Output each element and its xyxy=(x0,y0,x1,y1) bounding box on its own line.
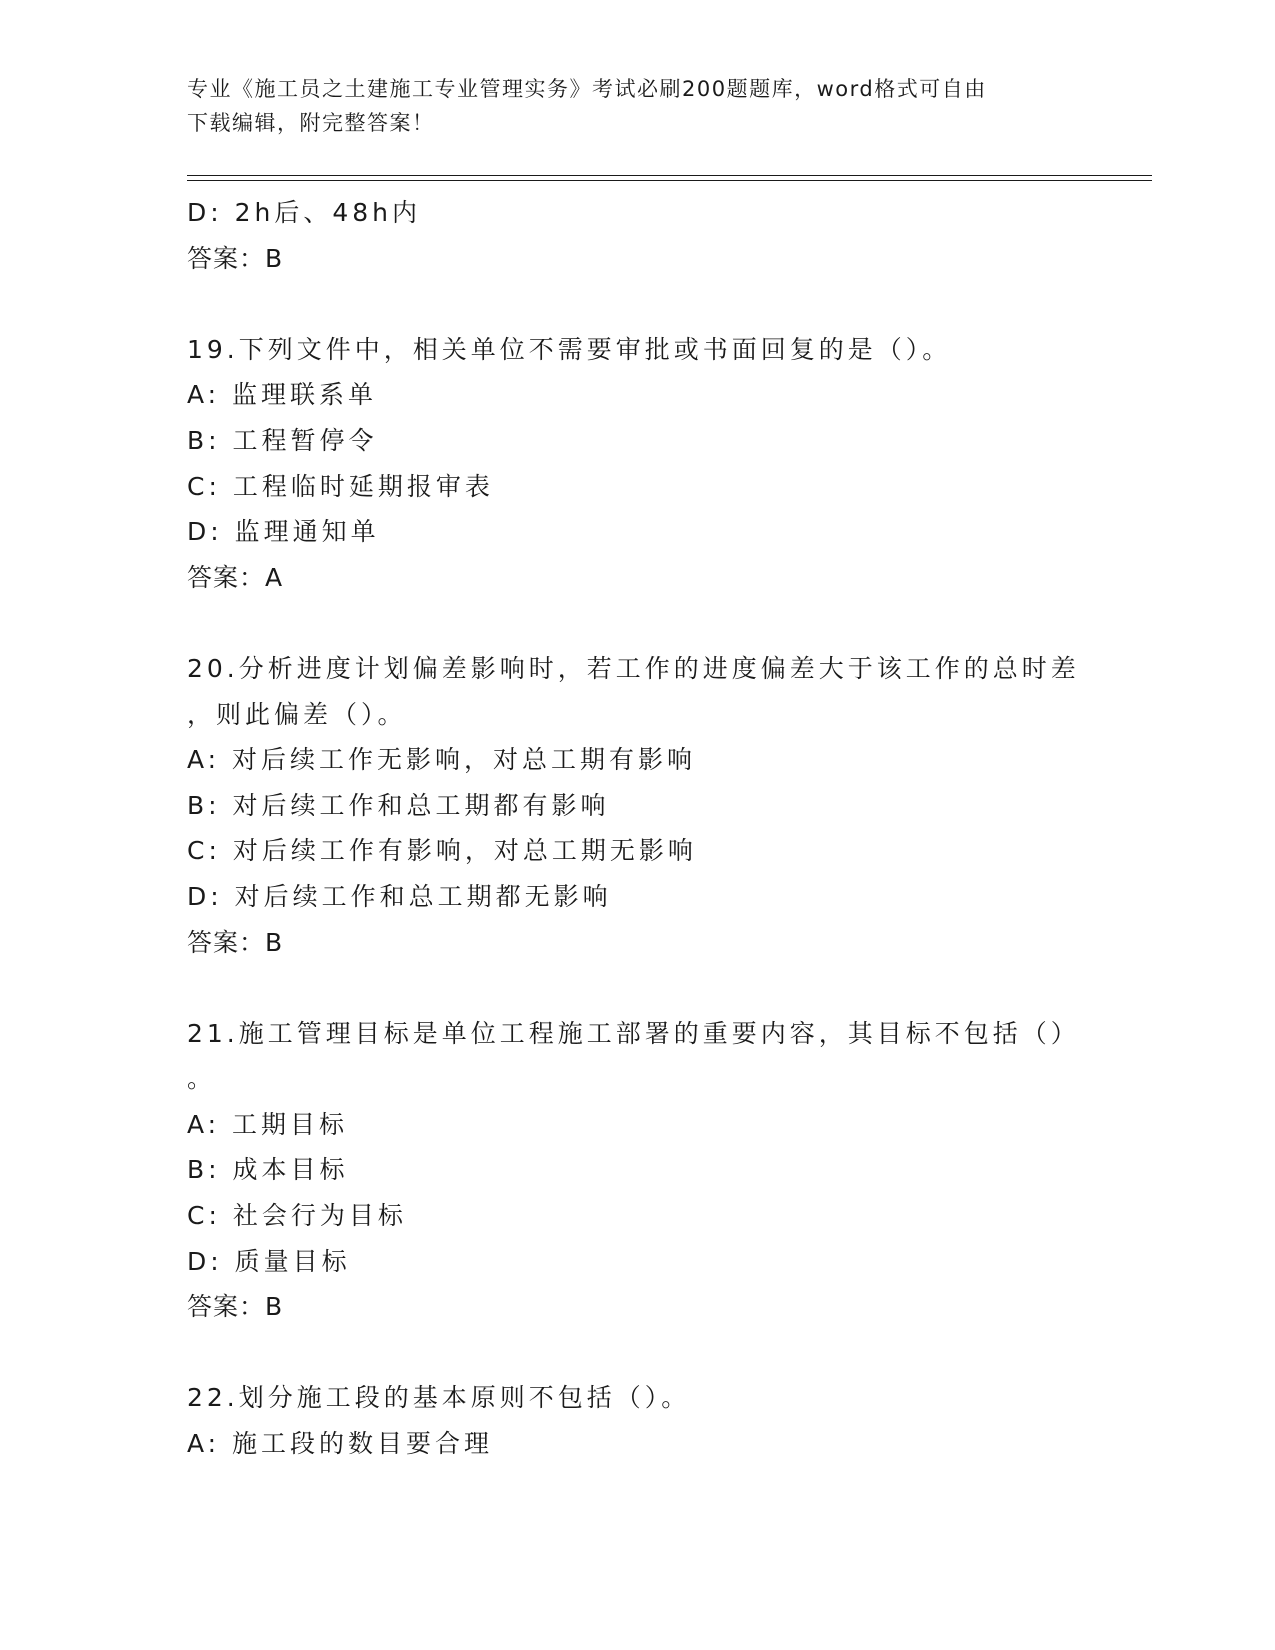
option-a: A: 施工段的数目要合理 xyxy=(187,1429,494,1459)
option-d: D: 对后续工作和总工期都无影响 xyxy=(187,881,612,911)
header-line-1: 专业《施工员之土建施工专业管理实务》考试必刷200题题库，word格式可自由 xyxy=(187,77,987,101)
option-c: C: 社会行为目标 xyxy=(187,1201,407,1231)
answer: 答案：B xyxy=(187,243,284,273)
option-d: D: 质量目标 xyxy=(187,1246,351,1276)
question-22 xyxy=(187,1375,1087,1466)
header-rule-bottom xyxy=(187,180,1152,181)
header-rule-top xyxy=(187,175,1152,176)
option-d: D: 2h后、48h内 xyxy=(187,198,422,227)
question-stem: 19.下列文件中，相关单位不需要审批或书面回复的是（）。 xyxy=(187,334,952,364)
option-a: A: 对后续工作无影响，对总工期有影响 xyxy=(187,745,697,775)
question-list xyxy=(187,190,1087,1467)
question-stem-line-1: 20.分析进度计划偏差影响时，若工作的进度偏差大于该工作的总时差 xyxy=(187,653,1080,683)
option-b: B: 对后续工作和总工期都有影响 xyxy=(187,790,610,820)
option-b: B: 工程暂停令 xyxy=(187,425,378,455)
option-b: B: 成本目标 xyxy=(187,1155,349,1185)
document-header xyxy=(187,72,1067,140)
question-21 xyxy=(187,1011,1087,1330)
answer: 答案：B xyxy=(187,1292,284,1322)
question-stem-line-1: 21.施工管理目标是单位工程施工部署的重要内容，其目标不包括（） xyxy=(187,1018,1080,1048)
header-line-2: 下载编辑，附完整答案！ xyxy=(187,111,435,135)
option-c: C: 工程临时延期报审表 xyxy=(187,471,494,501)
option-a: A: 监理联系单 xyxy=(187,380,378,410)
question-stem-line-2: 。 xyxy=(187,1064,217,1094)
prev-question xyxy=(187,190,1087,281)
question-20 xyxy=(187,646,1087,965)
question-stem-line-2: ，则此偏差（）。 xyxy=(187,699,407,729)
question-stem: 22.划分施工段的基本原则不包括（）。 xyxy=(187,1383,691,1413)
question-19 xyxy=(187,327,1087,601)
option-c: C: 对后续工作有影响，对总工期无影响 xyxy=(187,836,697,866)
option-d: D: 监理通知单 xyxy=(187,517,380,547)
option-a: A: 工期目标 xyxy=(187,1109,349,1139)
answer: 答案：B xyxy=(187,927,284,957)
answer: 答案：A xyxy=(187,562,284,592)
